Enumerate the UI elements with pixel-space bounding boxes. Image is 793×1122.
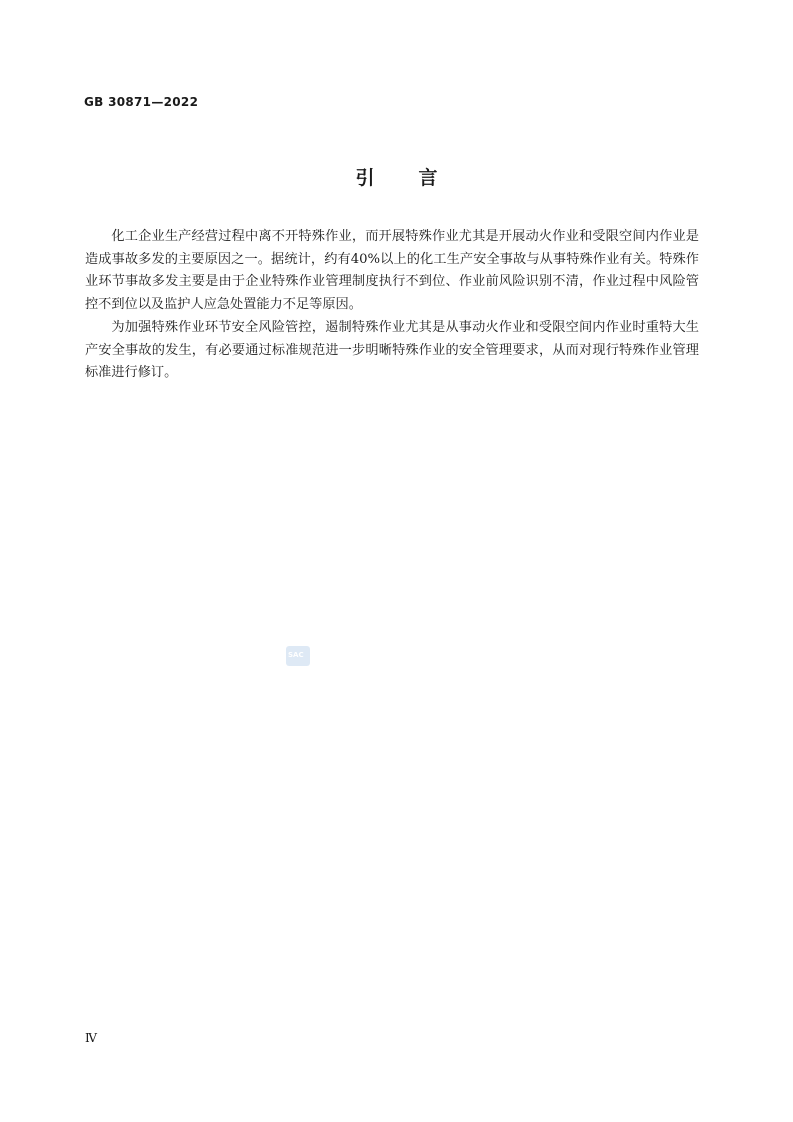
section-title — [0, 163, 793, 190]
section-title-char-2: 言 — [418, 167, 438, 189]
paragraph-2: 为加强特殊作业环节安全风险管控，遏制特殊作业尤其是从事动火作业和受限空间内作业时重特大生产安全事故的发生，有必要通过标准规范进一步明晰特殊作业的安全管理要求，从而对现行特殊作业管理标准进行修订。 — [85, 319, 699, 381]
section-title-char-1: 引 — [355, 167, 375, 189]
introduction-body — [85, 226, 699, 385]
page-number: Ⅳ — [85, 1031, 97, 1045]
sac-watermark-logo: SAC — [286, 646, 310, 666]
standard-code: GB 30871—2022 — [84, 95, 199, 109]
paragraph-1: 化工企业生产经营过程中离不开特殊作业，而开展特殊作业尤其是开展动火作业和受限空间内作业是造成事故多发的主要原因之一。据统计，约有40%以上的化工生产安全事故与从事特殊作业有关。特殊作业环节事故多发主要是由于企业特殊作业管理制度执行不到位、作业前风险识别不清，作业过程中风险管控不到位以及监护人应急处置能力不足等原因。 — [85, 229, 699, 313]
